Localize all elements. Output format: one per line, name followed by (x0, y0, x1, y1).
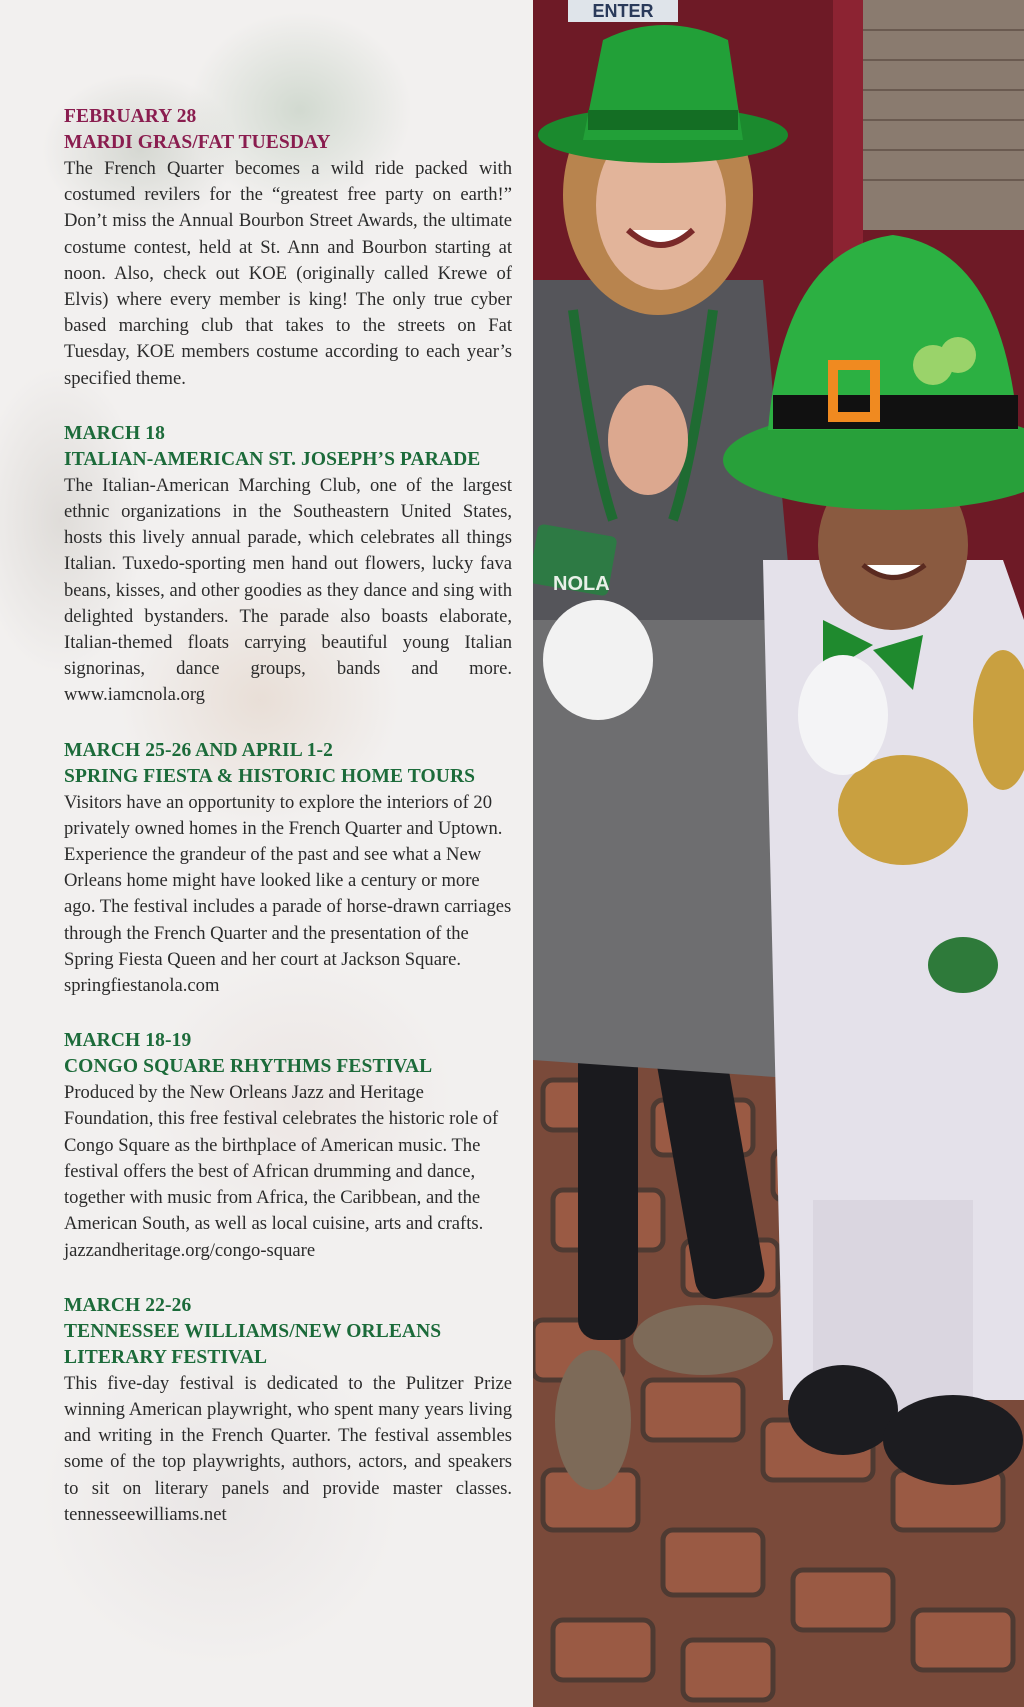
event-date: FEBRUARY 28 (64, 106, 197, 127)
event-description: Produced by the New Orleans Jazz and Heritage Foundation, this free festival celebrates the historic role of Congo Square as the birthplace of American music. The festival offers the best of African drumming and dance, together with music from Africa, the Caribbean, and the American South, as well as local cuisine, arts and crafts. jazzandheritage.org/congo-square (64, 1082, 499, 1261)
event-title: ITALIAN-AMERICAN ST. JOSEPH’S PARADE (64, 448, 481, 470)
event-title: CONGO SQUARE RHYTHMS FESTIVAL (64, 1056, 433, 1078)
black-shoe (883, 1395, 1023, 1485)
event-date: MARCH 22-26 (64, 1294, 192, 1316)
card-text: NOLA (553, 573, 610, 595)
white-glove (543, 600, 653, 720)
boot (555, 1350, 631, 1490)
event-list (64, 104, 512, 1557)
event-title: TENNESSEE WILLIAMS/NEW ORLEANS LITERARY FESTIVAL (64, 1320, 442, 1368)
event-date: MARCH 18 (64, 422, 165, 444)
event-st-josephs-parade (64, 421, 512, 709)
event-date: MARCH 18-19 (64, 1030, 192, 1052)
brick-wall (863, 0, 1024, 230)
black-shoe (788, 1365, 898, 1455)
enter-sign-text: ENTER (592, 1, 654, 21)
event-date: MARCH 25-26 AND APRIL 1-2 (64, 739, 333, 761)
event-description: The French Quarter becomes a wild ride packed with costumed revilers for the “greatest free party on earth!” Don’t miss the Annual Bourbon Street Awards, the ultimate costume contest, held at St. Ann and Bourbon starting at noon. Also, check out KOE (originally called Krewe of Elvis) where every member is king! The only true cyber based marching club that takes to the streets on Fat Tuesday, KOE members costume according to each year’s specified theme. (64, 158, 512, 389)
shamrock-patch (928, 937, 998, 993)
white-glove (798, 655, 888, 775)
event-description: Visitors have an opportunity to explore the interiors of 20 privately owned homes in the French Quarter and Uptown. Experience the grandeur of the past and see what a New Orleans home might have looked like a century or more ago. The festival includes a parade of horse-drawn carriages through the French Quarter and the presentation of the Spring Fiesta Queen and her court at Jackson Square. springfiestanola.com (64, 791, 512, 997)
event-description: This five-day festival is dedicated to the Pulitzer Prize winning American playwright, who spent many years living and writing in the French Quarter. The festival assembles some of the top playwrights, authors, actors, and speakers to sit on literary panels and provide master classes. tennesseewilliams.net (64, 1372, 512, 1525)
festival-photo (533, 0, 1024, 1707)
event-mardi-gras (64, 104, 512, 392)
photo-illustration (533, 0, 1024, 1707)
event-title: MARDI GRAS/FAT TUESDAY (64, 132, 331, 153)
event-spring-fiesta (64, 738, 512, 1000)
event-title: SPRING FIESTA & HISTORIC HOME TOURS (64, 765, 476, 787)
event-description: The Italian-American Marching Club, one of the largest ethnic organizations in the Southeastern United States, hosts this lively annual parade, which celebrates all things Italian. Tuxedo-sporting men hand out flowers, lucky fava beans, kisses, and other goodies as they dance and sing with delighted bystanders. The parade also boasts elaborate, Italian-themed floats carrying beautiful young Italian signorinas, dance groups, bands and more. www.iamcnola.org (64, 474, 512, 706)
event-congo-square (64, 1028, 512, 1263)
event-tennessee-williams (64, 1293, 512, 1528)
thumbs-up-hand (608, 385, 688, 495)
boot (633, 1305, 773, 1375)
